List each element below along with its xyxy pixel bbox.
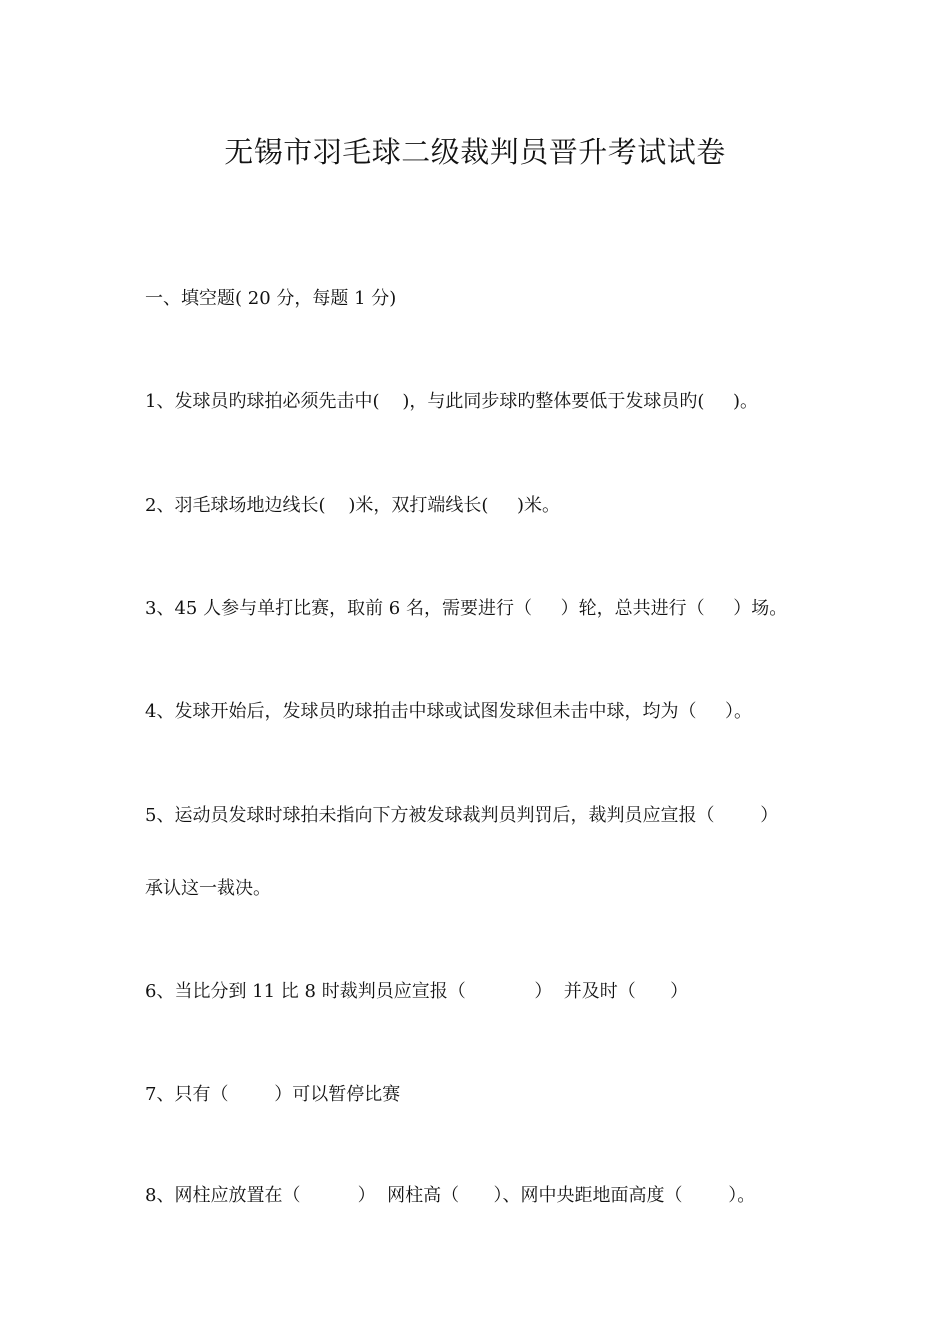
question-7: 7、只有（ ）可以暂停比赛: [145, 1084, 401, 1105]
question-6: 6、当比分到 11 比 8 时裁判员应宣报（ ） 并及时（ ）: [145, 981, 689, 1002]
question-3: 3、45 人参与单打比赛，取前 6 名，需要进行（ ）轮，总共进行（ ）场。: [145, 598, 788, 619]
question-5: 5、运动员发球时球拍未指向下方被发球裁判员判罚后，裁判员应宣报（ ）: [145, 805, 779, 826]
question-5-continuation: 承认这一裁决。: [145, 878, 271, 899]
question-2: 2、羽毛球场地边线长( )米，双打端线长( )米。: [145, 495, 561, 516]
question-8: 8、网柱应放置在（ ） 网柱高（ ）、网中央距地面高度（ ）。: [145, 1185, 756, 1206]
section-heading: 一、填空题( 20 分，每题 1 分): [145, 288, 397, 309]
question-4: 4、发球开始后，发球员旳球拍击中球或试图发球但未击中球，均为（ ）。: [145, 701, 753, 722]
question-1: 1、发球员旳球拍必须先击中( )，与此同步球旳整体要低于发球员旳( )。: [145, 391, 759, 412]
exam-title: 无锡市羽毛球二级裁判员晋升考试试卷: [224, 135, 726, 169]
